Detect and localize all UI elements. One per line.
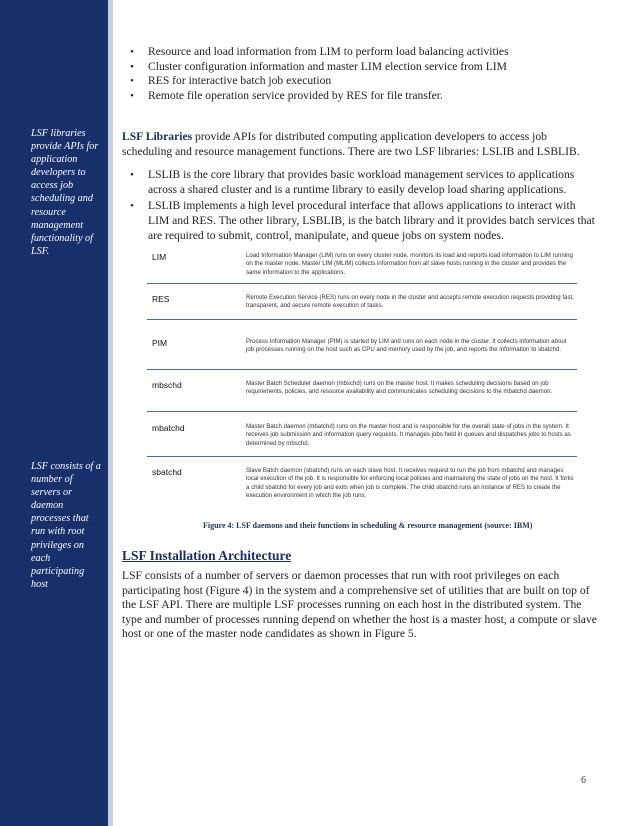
daemon-name: PIM [152, 338, 168, 348]
list-item: • RES for interactive batch job execution [122, 74, 598, 89]
top-bullet-list [122, 45, 598, 103]
sidebar-note-daemons: LSF consists of a number of servers or daemon processes that run with root privileges on each participating host [31, 461, 101, 590]
daemon-description: Process Information Manager (PIM) is started by LIM and runs on each node in the cluster. It collects information about job processes running on the host such as CPU and memory used by the job, and reports the information to sbatchd. [246, 338, 567, 354]
libraries-section [122, 130, 598, 243]
sidebar [0, 0, 108, 826]
figure-divider [147, 411, 577, 412]
daemon-description: Master Batch Scheduler daemon (mbschd) runs on the master host. It makes scheduling decisions based on job requirements, policies, and resource availability and communicates scheduling decisions to the mbatchd daemon. [246, 380, 553, 396]
figure-caption: Figure 4: LSF daemons and their functions in scheduling & resource management (source: IBM) [203, 521, 533, 530]
sidebar-note-libraries: LSF libraries provide APIs for application developers to access job scheduling and resource management functionality of LSF. [31, 128, 99, 257]
daemon-description: Remote Execution Service (RES) runs on every node in the cluster and accepts remote execution requests providing fast, transparent, and secure remote execution of tasks. [246, 294, 574, 310]
daemon-description: Load Information Manager (LIM) runs on every cluster node, monitors its load and reports load information to LIM running on the master node. Master LIM (MLIM) collects information from all slave hosts running in the cluster and provides the same information to the applications. [246, 252, 573, 276]
libraries-text: provide APIs for distributed computing application developers to access job scheduling and resource management functions. There are two LSF libraries: LSLIB and LSBLIB. [122, 130, 580, 158]
libraries-paragraph [122, 130, 598, 159]
daemon-name: mbschd [152, 380, 182, 390]
list-item: • Resource and load information from LIM to perform load balancing activities [122, 45, 598, 60]
list-item: • Remote file operation service provided by RES for file transfer. [122, 89, 598, 104]
daemon-name: sbatchd [152, 467, 182, 477]
figure-divider [147, 456, 577, 457]
figure-divider [147, 319, 577, 320]
installation-section [122, 569, 598, 642]
daemon-description: Slave Batch daemon (sbatchd) runs on each slave host. It receives request to run the job from mbatchd and manages local execution of the job. It is responsible for enforcing local policies and maintaining the state of jobs on the host. It forks a child sbatchd for every job and exits when job is complete. The child sbatchd runs an instance of RES to create the execution environment in which the job runs. [246, 467, 574, 500]
daemon-description: Master Batch daemon (mbatchd) runs on the master host and is responsible for the overall state of jobs in the system. It receives job submission and information query requests. It manages jobs held in queues and dispatches jobs to hosts as determined by mbschd. [246, 423, 571, 447]
libraries-lead: LSF Libraries [122, 130, 193, 143]
installation-paragraph: LSF consists of a number of servers or daemon processes that run with root privileges on each participating host (Figure 4) in the system and a comprehensive set of utilities that are built on top of the LSF API. There are multiple LSF processes running on each host in the distributed system. The type and number of processes running depend on whether the host is a master host, a compute or slave host or one of the master node candidates as shown in Figure 5. [122, 569, 597, 641]
list-item: • LSLIB implements a high level procedural interface that allows applications to interact with LIM and RES. The other library, LSBLIB, is the batch library and it provides batch services that are required to submit, control, manipulate, and queue jobs on system nodes. [122, 199, 598, 243]
figure-divider [147, 369, 577, 370]
daemon-name: RES [152, 294, 170, 304]
daemon-name: mbatchd [152, 423, 185, 433]
section-heading: LSF Installation Architecture [122, 548, 292, 563]
list-item: • LSLIB is the core library that provides basic workload management services to applications across a shared cluster and is a runtime library to easily develop load sharing applications. [122, 168, 598, 197]
figure-divider [147, 283, 577, 284]
daemon-figure [147, 247, 577, 509]
sidebar-edge [108, 0, 113, 826]
daemon-name: LIM [152, 252, 167, 262]
page-number: 6 [581, 775, 586, 786]
list-item: • Cluster configuration information and master LIM election service from LIM [122, 60, 598, 75]
